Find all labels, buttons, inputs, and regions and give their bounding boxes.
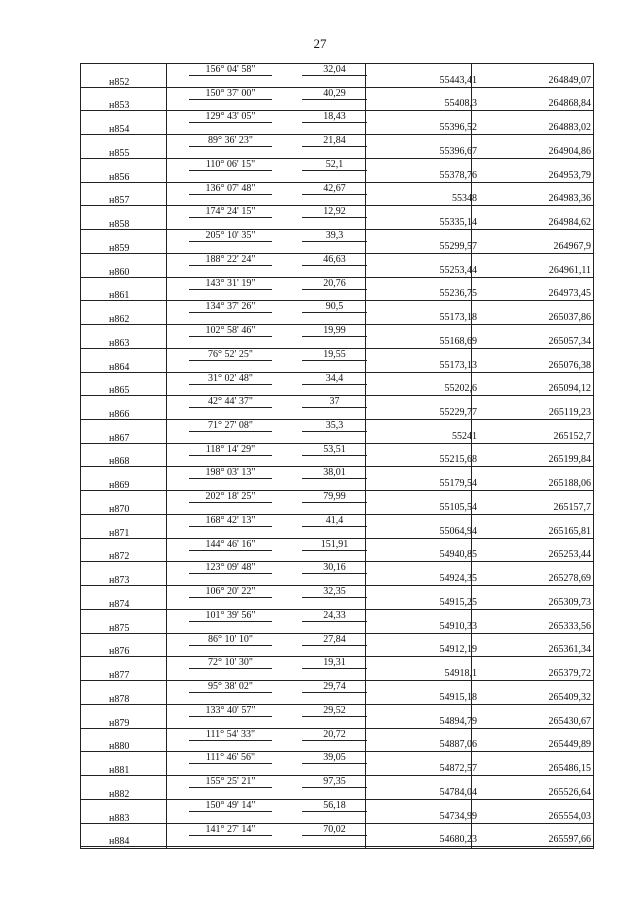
table-row [81, 135, 593, 159]
table-row [81, 64, 593, 88]
coordinate-y: 265188,06 [548, 478, 591, 490]
coordinate-y: 265119,23 [548, 407, 591, 419]
segment-length: 40,29 [302, 88, 367, 100]
coordinate-y: 264973,45 [548, 288, 591, 300]
direction-angle: 72° 10' 30" [189, 657, 272, 669]
point-name: н872 [109, 551, 130, 563]
coordinate-y: 265076,38 [548, 359, 591, 371]
coordinate-x: 54894,79 [439, 715, 477, 727]
direction-angle: 118° 14' 29" [189, 444, 272, 456]
direction-angle: 76° 52' 25" [189, 349, 272, 361]
coordinate-y: 265152,7 [553, 430, 591, 442]
coordinate-x: 55179,54 [439, 478, 477, 490]
table-row [81, 610, 593, 634]
coordinate-x: 54734,99 [439, 810, 477, 822]
segment-length: 39,3 [302, 230, 367, 242]
point-name: н863 [109, 337, 130, 349]
direction-angle: 102° 58' 46" [189, 325, 272, 337]
point-name: н865 [109, 385, 130, 397]
segment-length: 20,72 [302, 729, 367, 741]
segment-length: 32,35 [302, 586, 367, 598]
direction-angle: 110° 06' 15" [189, 159, 272, 171]
coordinate-y: 265430,67 [548, 715, 591, 727]
direction-angle: 168° 42' 13" [189, 515, 272, 527]
point-name: н881 [109, 765, 130, 777]
direction-angle: 111° 46' 56" [189, 752, 272, 764]
table-row [81, 111, 593, 135]
point-name: н870 [109, 503, 130, 515]
direction-angle: 133° 40' 57" [189, 705, 272, 717]
segment-length: 19,55 [302, 349, 367, 361]
coordinate-x: 55408,3 [444, 98, 477, 110]
point-name: н876 [109, 646, 130, 658]
coordinate-x: 55348 [452, 193, 477, 205]
table-row [81, 325, 593, 349]
segment-length: 21,84 [302, 135, 367, 147]
segment-length: 12,92 [302, 206, 367, 218]
table-row [81, 349, 593, 373]
direction-angle: 71° 27' 08" [189, 420, 272, 432]
direction-angle: 143° 31' 19" [189, 278, 272, 290]
segment-length: 18,43 [302, 111, 367, 123]
table-row [81, 373, 593, 397]
coordinate-y: 265094,12 [548, 383, 591, 395]
direction-angle: 111° 54' 33" [189, 729, 272, 741]
table-row [81, 776, 593, 800]
direction-angle: 42° 44' 37" [189, 396, 272, 408]
segment-length: 53,51 [302, 444, 367, 456]
segment-length: 39,05 [302, 752, 367, 764]
coordinate-y: 265409,32 [548, 691, 591, 703]
direction-angle: 174° 24' 15" [189, 206, 272, 218]
coordinate-y: 265449,89 [548, 739, 591, 751]
point-name: н883 [109, 812, 130, 824]
point-name: н867 [109, 432, 130, 444]
point-name: н864 [109, 361, 130, 373]
segment-length: 52,1 [302, 159, 367, 171]
segment-length: 19,31 [302, 657, 367, 669]
point-name: н878 [109, 693, 130, 705]
point-name: н862 [109, 314, 130, 326]
coordinate-x: 54680,23 [439, 834, 477, 846]
table-row [81, 420, 593, 444]
point-name: н853 [109, 100, 130, 112]
coordinate-y: 264883,02 [548, 122, 591, 134]
table-row [81, 88, 593, 112]
point-name: н854 [109, 124, 130, 136]
coordinate-y: 265526,64 [548, 786, 591, 798]
point-name: н874 [109, 598, 130, 610]
table-row [81, 681, 593, 705]
direction-angle: 156° 04' 58" [189, 64, 272, 76]
coordinate-x: 55241 [452, 430, 477, 442]
direction-angle: 123° 09' 48" [189, 562, 272, 574]
direction-angle: 101° 39' 56" [189, 610, 272, 622]
direction-angle: 106° 20' 22" [189, 586, 272, 598]
point-name: н873 [109, 575, 130, 587]
coordinate-y: 265333,56 [548, 620, 591, 632]
direction-angle: 95° 38' 02" [189, 681, 272, 693]
table-row [81, 824, 593, 848]
coordinate-x: 55236,75 [439, 288, 477, 300]
coordinate-x: 54912,19 [439, 644, 477, 656]
segment-length: 151,91 [302, 539, 367, 551]
point-name: н857 [109, 195, 130, 207]
coordinate-y: 264849,07 [548, 74, 591, 86]
direction-angle: 188° 22' 24" [189, 254, 272, 266]
coordinate-x: 55299,57 [439, 240, 477, 252]
coordinate-y: 264967,9 [553, 240, 591, 252]
point-name: н860 [109, 266, 130, 278]
coordinate-x: 55105,54 [439, 501, 477, 513]
coordinate-x: 55202,6 [444, 383, 477, 395]
direction-angle: 141° 27' 14" [189, 824, 272, 836]
table-row [81, 396, 593, 420]
segment-length: 37 [302, 396, 367, 408]
segment-length: 70,02 [302, 824, 367, 836]
coordinate-y: 265361,34 [548, 644, 591, 656]
coordinate-x: 54872,57 [439, 763, 477, 775]
segment-length: 42,67 [302, 183, 367, 195]
coordinate-x: 54924,35 [439, 573, 477, 585]
point-name: н875 [109, 622, 130, 634]
point-name: н877 [109, 670, 130, 682]
segment-length: 41,4 [302, 515, 367, 527]
segment-length: 29,52 [302, 705, 367, 717]
coordinate-y: 265165,81 [548, 525, 591, 537]
table-row [81, 752, 593, 776]
point-name: н866 [109, 409, 130, 421]
coordinate-y: 265554,03 [548, 810, 591, 822]
coordinate-x: 54910,33 [439, 620, 477, 632]
segment-length: 79,99 [302, 491, 367, 503]
coordinate-x: 54915,18 [439, 691, 477, 703]
direction-angle: 155° 25' 21" [189, 776, 272, 788]
coordinate-x: 55396,67 [439, 145, 477, 157]
segment-length: 20,76 [302, 278, 367, 290]
coordinate-x: 55168,69 [439, 335, 477, 347]
point-name: н855 [109, 147, 130, 159]
direction-angle: 150° 49' 14" [189, 800, 272, 812]
coordinate-x: 55173,13 [439, 359, 477, 371]
table-row [81, 657, 593, 681]
table-row [81, 586, 593, 610]
coordinate-y: 265157,7 [553, 501, 591, 513]
segment-length: 24,33 [302, 610, 367, 622]
direction-angle: 31° 02' 48" [189, 373, 272, 385]
table-row [81, 183, 593, 207]
segment-length: 38,01 [302, 467, 367, 479]
point-name: н879 [109, 717, 130, 729]
point-name: н868 [109, 456, 130, 468]
segment-length: 32,04 [302, 64, 367, 76]
coordinate-y: 265486,15 [548, 763, 591, 775]
segment-length: 34,4 [302, 373, 367, 385]
coordinate-x: 55443,41 [439, 74, 477, 86]
coordinate-x: 55064,94 [439, 525, 477, 537]
coordinate-y: 265379,72 [548, 668, 591, 680]
table-row [81, 634, 593, 658]
coordinate-x: 54784,04 [439, 786, 477, 798]
table-body [81, 64, 593, 848]
point-name: н869 [109, 480, 130, 492]
coordinate-x: 55229,77 [439, 407, 477, 419]
coordinate-y: 265199,84 [548, 454, 591, 466]
point-name: н859 [109, 242, 130, 254]
direction-angle: 129° 43' 05" [189, 111, 272, 123]
coordinate-y: 265597,66 [548, 834, 591, 846]
coordinate-x: 54887,06 [439, 739, 477, 751]
direction-angle: 89° 36' 23" [189, 135, 272, 147]
coordinate-x: 54915,25 [439, 596, 477, 608]
coordinate-y: 265278,69 [548, 573, 591, 585]
table-row [81, 467, 593, 491]
table-row [81, 254, 593, 278]
table-row [81, 301, 593, 325]
point-name: н852 [109, 76, 130, 88]
point-name: н882 [109, 788, 130, 800]
coordinate-y: 264961,11 [548, 264, 591, 276]
coordinate-x: 55335,14 [439, 217, 477, 229]
direction-angle: 136° 07' 48" [189, 183, 272, 195]
table-row [81, 539, 593, 563]
coordinate-y: 264904,86 [548, 145, 591, 157]
point-name: н861 [109, 290, 130, 302]
coordinate-y: 265253,44 [548, 549, 591, 561]
coordinate-x: 55396,52 [439, 122, 477, 134]
table-row [81, 562, 593, 586]
direction-angle: 198° 03' 13" [189, 467, 272, 479]
segment-length: 30,16 [302, 562, 367, 574]
table-row [81, 159, 593, 183]
point-name: н858 [109, 219, 130, 231]
coordinate-y: 264984,62 [548, 217, 591, 229]
table-row [81, 444, 593, 468]
coordinates-table [80, 63, 594, 849]
coordinate-y: 265309,73 [548, 596, 591, 608]
coordinate-x: 55215,68 [439, 454, 477, 466]
table-row [81, 705, 593, 729]
coordinate-x: 54940,85 [439, 549, 477, 561]
segment-length: 97,35 [302, 776, 367, 788]
segment-length: 19,99 [302, 325, 367, 337]
coordinate-y: 264953,79 [548, 169, 591, 181]
coordinate-x: 54918,1 [444, 668, 477, 680]
table-row [81, 515, 593, 539]
segment-length: 35,3 [302, 420, 367, 432]
direction-angle: 86° 10' 10" [189, 634, 272, 646]
direction-angle: 202° 18' 25" [189, 491, 272, 503]
segment-length: 27,84 [302, 634, 367, 646]
coordinate-x: 55378,76 [439, 169, 477, 181]
table-row [81, 729, 593, 753]
point-name: н856 [109, 171, 130, 183]
direction-angle: 150° 37' 00" [189, 88, 272, 100]
table-row [81, 230, 593, 254]
coordinate-y: 264868,84 [548, 98, 591, 110]
segment-length: 29,74 [302, 681, 367, 693]
coordinate-y: 265037,86 [548, 312, 591, 324]
table-row [81, 491, 593, 515]
segment-length: 90,5 [302, 301, 367, 313]
table-row [81, 800, 593, 824]
direction-angle: 144° 46' 16" [189, 539, 272, 551]
point-name: н884 [109, 836, 130, 848]
coordinate-x: 55173,18 [439, 312, 477, 324]
table-row [81, 206, 593, 230]
direction-angle: 205° 10' 35" [189, 230, 272, 242]
segment-length: 46,63 [302, 254, 367, 266]
coordinate-y: 265057,34 [548, 335, 591, 347]
coordinate-y: 264983,36 [548, 193, 591, 205]
point-name: н880 [109, 741, 130, 753]
coordinate-x: 55253,44 [439, 264, 477, 276]
table-row [81, 278, 593, 302]
direction-angle: 134° 37' 26" [189, 301, 272, 313]
page-number: 27 [313, 36, 327, 51]
segment-length: 56,18 [302, 800, 367, 812]
row-rule [81, 846, 593, 847]
point-name: н871 [109, 527, 130, 539]
